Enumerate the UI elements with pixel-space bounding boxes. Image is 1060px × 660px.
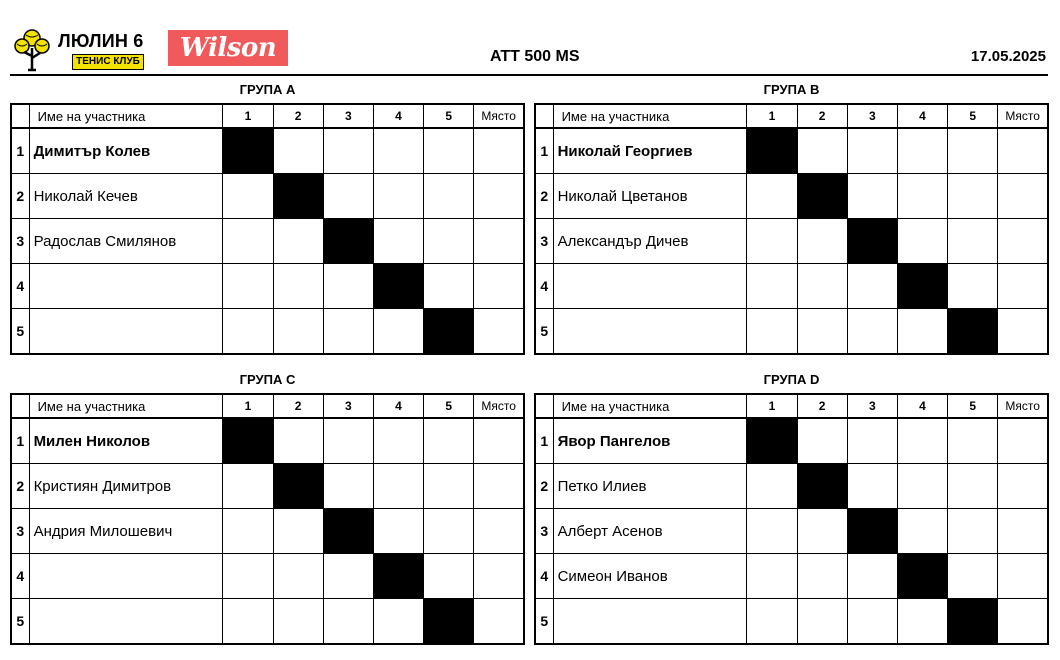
score-cell[interactable] <box>747 264 797 309</box>
col-header: 3 <box>323 394 373 418</box>
score-cell[interactable] <box>897 174 947 219</box>
group-title: ГРУПА C <box>239 372 296 387</box>
score-cell[interactable] <box>897 219 947 264</box>
score-cell[interactable] <box>747 309 797 355</box>
place-cell[interactable] <box>998 219 1048 264</box>
score-cell[interactable] <box>323 309 373 355</box>
tennis-tree-icon <box>12 26 56 72</box>
blocked-cell <box>373 264 423 309</box>
place-cell[interactable] <box>998 309 1048 355</box>
row-number: 5 <box>11 309 29 355</box>
score-cell[interactable] <box>373 464 423 509</box>
table-row <box>11 464 524 509</box>
col-header: 4 <box>373 394 423 418</box>
player-name[interactable]: Николай Цветанов <box>553 174 747 219</box>
player-name[interactable]: Радослав Смилянов <box>29 219 223 264</box>
col-header: 1 <box>223 394 273 418</box>
club-name: ЛЮЛИН 6 <box>58 31 144 51</box>
sponsor-logo: Wilson <box>168 30 288 66</box>
group-table <box>534 103 1049 355</box>
blocked-cell <box>323 509 373 554</box>
blocked-cell <box>747 418 797 464</box>
table-header-row <box>535 394 1048 418</box>
player-name[interactable] <box>553 599 747 645</box>
score-cell[interactable] <box>273 509 323 554</box>
table-row <box>11 174 524 219</box>
index-header <box>11 104 29 128</box>
player-name[interactable]: Александър Дичев <box>553 219 747 264</box>
place-cell[interactable] <box>474 509 524 554</box>
score-cell[interactable] <box>424 128 474 174</box>
table-header-row <box>11 394 524 418</box>
row-number: 2 <box>535 174 553 219</box>
score-cell[interactable] <box>223 464 273 509</box>
score-cell[interactable] <box>373 174 423 219</box>
blocked-cell <box>424 309 474 355</box>
blocked-cell <box>948 599 998 645</box>
row-number: 3 <box>535 219 553 264</box>
player-name[interactable]: Андрия Милошевич <box>29 509 223 554</box>
index-header <box>535 394 553 418</box>
score-cell[interactable] <box>323 599 373 645</box>
row-number: 1 <box>535 128 553 174</box>
score-cell[interactable] <box>847 128 897 174</box>
row-number: 5 <box>535 599 553 645</box>
page-header <box>10 26 1048 76</box>
place-cell[interactable] <box>474 418 524 464</box>
col-header: 5 <box>948 394 998 418</box>
table-row <box>535 464 1048 509</box>
table-row <box>535 309 1048 355</box>
score-cell[interactable] <box>424 418 474 464</box>
player-name[interactable]: Николай Георгиев <box>553 128 747 174</box>
row-number: 4 <box>535 554 553 599</box>
player-name[interactable] <box>29 599 223 645</box>
score-cell[interactable] <box>948 418 998 464</box>
score-cell[interactable] <box>797 418 847 464</box>
table-row <box>535 128 1048 174</box>
score-cell[interactable] <box>223 264 273 309</box>
place-cell[interactable] <box>998 464 1048 509</box>
score-cell[interactable] <box>797 128 847 174</box>
score-cell[interactable] <box>747 599 797 645</box>
blocked-cell <box>797 174 847 219</box>
row-number: 2 <box>535 464 553 509</box>
score-cell[interactable] <box>223 219 273 264</box>
score-cell[interactable] <box>323 418 373 464</box>
row-number: 5 <box>11 599 29 645</box>
blocked-cell <box>323 219 373 264</box>
score-cell[interactable] <box>847 464 897 509</box>
score-cell[interactable] <box>948 509 998 554</box>
score-cell[interactable] <box>273 418 323 464</box>
col-header: 2 <box>273 394 323 418</box>
player-name[interactable]: Явор Пангелов <box>553 418 747 464</box>
blocked-cell <box>223 128 273 174</box>
score-cell[interactable] <box>323 128 373 174</box>
score-cell[interactable] <box>373 599 423 645</box>
group-title: ГРУПА D <box>763 372 820 387</box>
score-cell[interactable] <box>747 509 797 554</box>
blocked-cell <box>847 509 897 554</box>
blocked-cell <box>948 309 998 355</box>
score-cell[interactable] <box>948 464 998 509</box>
col-header: 4 <box>373 104 423 128</box>
name-header: Име на участника <box>553 394 747 418</box>
col-header: 5 <box>424 394 474 418</box>
table-row <box>11 509 524 554</box>
score-cell[interactable] <box>948 128 998 174</box>
player-name[interactable]: Николай Кечев <box>29 174 223 219</box>
score-cell[interactable] <box>847 599 897 645</box>
table-header-row <box>535 104 1048 128</box>
name-header: Име на участника <box>29 104 223 128</box>
group-table <box>10 103 525 355</box>
player-name[interactable] <box>29 554 223 599</box>
score-cell[interactable] <box>797 554 847 599</box>
blocked-cell <box>373 554 423 599</box>
row-number: 3 <box>11 219 29 264</box>
col-header: 2 <box>797 104 847 128</box>
table-row <box>535 509 1048 554</box>
score-cell[interactable] <box>223 554 273 599</box>
place-cell[interactable] <box>474 464 524 509</box>
group-table <box>10 393 525 645</box>
place-cell[interactable] <box>998 554 1048 599</box>
score-cell[interactable] <box>323 554 373 599</box>
score-cell[interactable] <box>424 219 474 264</box>
blocked-cell <box>897 554 947 599</box>
name-header: Име на участника <box>553 104 747 128</box>
score-cell[interactable] <box>847 418 897 464</box>
score-cell[interactable] <box>273 264 323 309</box>
index-header <box>535 104 553 128</box>
col-header: 4 <box>897 394 947 418</box>
score-cell[interactable] <box>797 309 847 355</box>
col-header: 3 <box>847 394 897 418</box>
score-cell[interactable] <box>948 554 998 599</box>
score-cell[interactable] <box>847 264 897 309</box>
score-cell[interactable] <box>273 219 323 264</box>
place-cell[interactable] <box>998 418 1048 464</box>
col-header: 2 <box>797 394 847 418</box>
table-row <box>11 219 524 264</box>
score-cell[interactable] <box>897 418 947 464</box>
player-name[interactable]: Кристиян Димитров <box>29 464 223 509</box>
place-cell[interactable] <box>998 128 1048 174</box>
player-name[interactable]: Милен Николов <box>29 418 223 464</box>
table-header-row <box>11 104 524 128</box>
player-name[interactable]: Симеон Иванов <box>553 554 747 599</box>
col-header: 5 <box>424 104 474 128</box>
table-row <box>11 128 524 174</box>
place-cell[interactable] <box>998 599 1048 645</box>
place-cell[interactable] <box>998 509 1048 554</box>
table-row <box>535 174 1048 219</box>
score-cell[interactable] <box>897 599 947 645</box>
score-cell[interactable] <box>373 309 423 355</box>
row-number: 1 <box>535 418 553 464</box>
score-cell[interactable] <box>847 174 897 219</box>
place-header: Място <box>998 104 1048 128</box>
score-cell[interactable] <box>223 599 273 645</box>
table-row <box>535 418 1048 464</box>
col-header: 4 <box>897 104 947 128</box>
score-cell[interactable] <box>273 309 323 355</box>
player-name[interactable]: Петко Илиев <box>553 464 747 509</box>
place-cell[interactable] <box>474 264 524 309</box>
name-header: Име на участника <box>29 394 223 418</box>
place-cell[interactable] <box>998 264 1048 309</box>
score-cell[interactable] <box>897 509 947 554</box>
place-cell[interactable] <box>474 599 524 645</box>
score-cell[interactable] <box>747 554 797 599</box>
score-cell[interactable] <box>223 174 273 219</box>
score-cell[interactable] <box>273 128 323 174</box>
place-cell[interactable] <box>474 174 524 219</box>
player-name[interactable] <box>29 309 223 355</box>
table-row <box>11 309 524 355</box>
player-name[interactable]: Димитър Колев <box>29 128 223 174</box>
score-cell[interactable] <box>747 464 797 509</box>
row-number: 4 <box>11 264 29 309</box>
score-cell[interactable] <box>847 309 897 355</box>
blocked-cell <box>273 174 323 219</box>
event-date: 17.05.2025 <box>970 48 1046 65</box>
blocked-cell <box>424 599 474 645</box>
score-cell[interactable] <box>897 128 947 174</box>
group-title: ГРУПА А <box>239 82 296 97</box>
score-cell[interactable] <box>424 464 474 509</box>
place-cell[interactable] <box>474 554 524 599</box>
score-cell[interactable] <box>424 264 474 309</box>
club-logo <box>12 26 162 72</box>
score-cell[interactable] <box>273 554 323 599</box>
score-cell[interactable] <box>797 599 847 645</box>
player-name[interactable] <box>553 309 747 355</box>
place-cell[interactable] <box>474 128 524 174</box>
col-header: 1 <box>747 394 797 418</box>
score-cell[interactable] <box>373 128 423 174</box>
col-header: 2 <box>273 104 323 128</box>
score-cell[interactable] <box>747 174 797 219</box>
score-cell[interactable] <box>323 264 373 309</box>
index-header <box>11 394 29 418</box>
col-header: 3 <box>323 104 373 128</box>
col-header: 5 <box>948 104 998 128</box>
score-cell[interactable] <box>424 174 474 219</box>
row-number: 2 <box>11 464 29 509</box>
score-cell[interactable] <box>847 554 897 599</box>
score-cell[interactable] <box>424 509 474 554</box>
row-number: 2 <box>11 174 29 219</box>
row-number: 4 <box>11 554 29 599</box>
place-header: Място <box>474 104 524 128</box>
blocked-cell <box>223 418 273 464</box>
row-number: 1 <box>11 128 29 174</box>
table-row <box>535 554 1048 599</box>
table-row <box>535 264 1048 309</box>
blocked-cell <box>273 464 323 509</box>
score-cell[interactable] <box>223 309 273 355</box>
score-cell[interactable] <box>797 264 847 309</box>
col-header: 1 <box>223 104 273 128</box>
place-header: Място <box>998 394 1048 418</box>
club-subtitle: ТЕНИС КЛУБ <box>72 54 144 70</box>
blocked-cell <box>847 219 897 264</box>
player-name[interactable]: Алберт Асенов <box>553 509 747 554</box>
row-number: 4 <box>535 264 553 309</box>
group-title: ГРУПА B <box>763 82 820 97</box>
score-cell[interactable] <box>897 309 947 355</box>
score-cell[interactable] <box>373 509 423 554</box>
score-cell[interactable] <box>323 464 373 509</box>
place-cell[interactable] <box>474 219 524 264</box>
row-number: 3 <box>11 509 29 554</box>
score-cell[interactable] <box>948 174 998 219</box>
col-header: 3 <box>847 104 897 128</box>
score-cell[interactable] <box>948 264 998 309</box>
table-row <box>11 554 524 599</box>
blocked-cell <box>897 264 947 309</box>
table-row <box>11 418 524 464</box>
table-row <box>535 599 1048 645</box>
table-row <box>11 599 524 645</box>
score-cell[interactable] <box>424 554 474 599</box>
player-name[interactable] <box>29 264 223 309</box>
col-header: 1 <box>747 104 797 128</box>
score-cell[interactable] <box>797 219 847 264</box>
row-number: 3 <box>535 509 553 554</box>
score-cell[interactable] <box>948 219 998 264</box>
table-row <box>11 264 524 309</box>
player-name[interactable] <box>553 264 747 309</box>
score-cell[interactable] <box>373 418 423 464</box>
row-number: 5 <box>535 309 553 355</box>
score-cell[interactable] <box>797 509 847 554</box>
score-cell[interactable] <box>273 599 323 645</box>
table-row <box>535 219 1048 264</box>
score-cell[interactable] <box>897 464 947 509</box>
place-cell[interactable] <box>474 309 524 355</box>
group-table <box>534 393 1049 645</box>
score-cell[interactable] <box>323 174 373 219</box>
score-cell[interactable] <box>747 219 797 264</box>
score-cell[interactable] <box>223 509 273 554</box>
event-title: ATT 500 MS <box>490 48 580 65</box>
row-number: 1 <box>11 418 29 464</box>
place-header: Място <box>474 394 524 418</box>
place-cell[interactable] <box>998 174 1048 219</box>
score-cell[interactable] <box>373 219 423 264</box>
blocked-cell <box>747 128 797 174</box>
blocked-cell <box>797 464 847 509</box>
